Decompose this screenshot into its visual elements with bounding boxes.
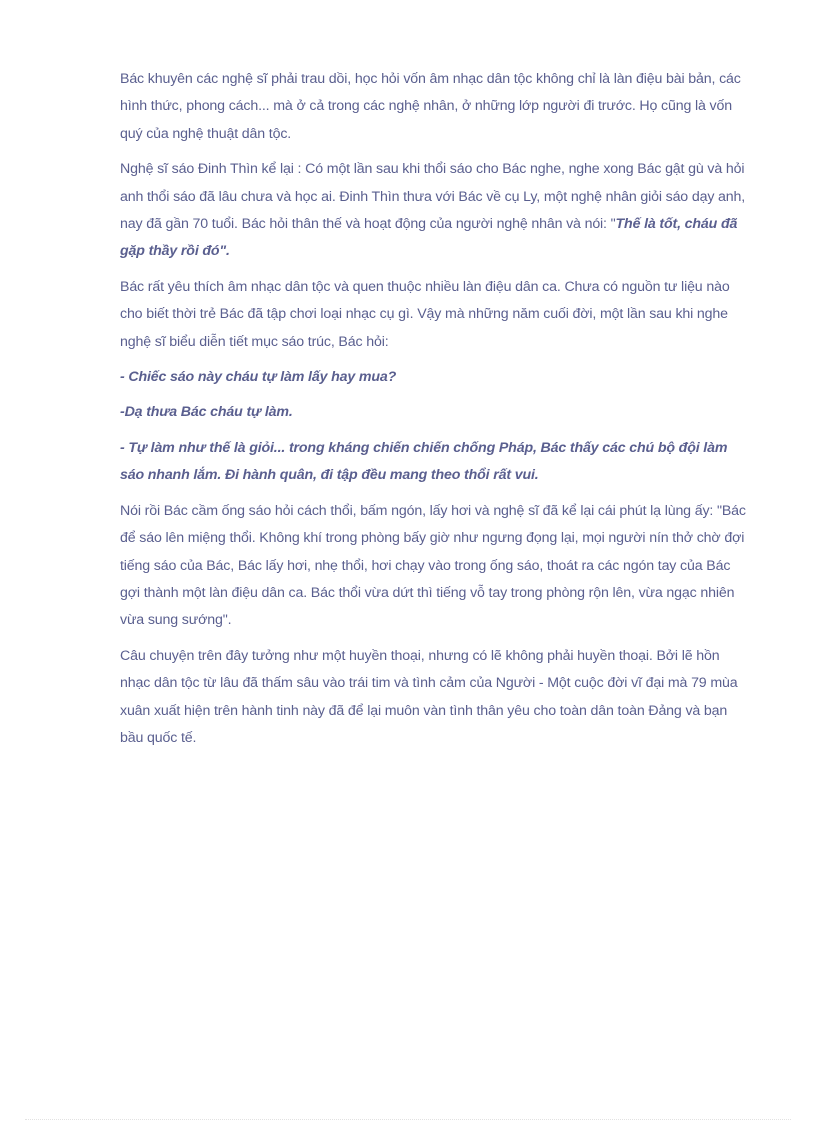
dialogue-line-question: - Chiếc sáo này cháu tự làm lấy hay mua? [120, 369, 397, 386]
uncle-ho-quote: Thế là tốt, cháu đã gặp thầy rồi đó". [120, 216, 738, 260]
paragraph-dinh-thin-story [120, 156, 750, 266]
paragraph-love-of-music: Bác rất yêu thích âm nhạc dân tộc và quen thuộc nhiều làn điệu dân ca. Chưa có nguồn tư liệu nào cho biết thời trẻ Bác đã tập chơi loại nhạc cụ gì. Vậy mà những năm cuối đời, một lần sau khi nghe nghệ sĩ biểu diễn tiết mục sáo trúc, Bác hỏi: [120, 278, 730, 350]
paragraph-flute-moment: Nói rồi Bác cầm ống sáo hỏi cách thổi, bấm ngón, lấy hơi và nghệ sĩ đã kể lại cái phút lạ lùng ấy: "Bác để sáo lên miệng thổi. Không khí trong phòng bấy giờ như ngưng đọng lại, mọi người nín thở chờ đợi tiếng sáo của Bác, Bác lấy hơi, nhẹ thổi, hơi chạy vào trong ống sáo, thoát ra các ngón tay của Bác gợi thành một làn điệu dân ca. Bác thổi vừa dứt thì tiếng vỗ tay trong phòng rộn lên, vừa ngạc nhiên vừa sung sướng". [120, 502, 746, 629]
story-text: Nghệ sĩ sáo Đinh Thìn kể lại : Có một lần sau khi thổi sáo cho Bác nghe, nghe xong Bác gật gù và hỏi anh thổi sáo đã lâu chưa và học ai. Đinh Thìn thưa với Bác về cụ Ly, một nghệ nhân giỏi sáo dạy anh, nay đã gần 70 tuổi. Bác hỏi thân thế và hoạt động của người nghệ nhân và nói: " [120, 161, 746, 233]
paragraph-advice: Bác khuyên các nghệ sĩ phải trau dồi, học hỏi vốn âm nhạc dân tộc không chỉ là làn điệu bài bản, các hình thức, phong cách... mà ở cả trong các nghệ nhân, ở những lớp người đi trước. Họ cũng là vốn quý của nghệ thuật dân tộc. [120, 71, 741, 142]
document-page [120, 66, 750, 760]
dialogue-line-answer: -Dạ thưa Bác cháu tự làm. [120, 404, 293, 421]
page-bottom-divider [25, 1119, 791, 1120]
dialogue-line-praise: - Tự làm như thế là giỏi... trong kháng chiến chiến chống Pháp, Bác thấy các chú bộ đội làm sáo nhanh lắm. Đi hành quân, đi tập đều mang theo thổi rất vui. [120, 439, 728, 484]
paragraph-conclusion: Câu chuyện trên đây tưởng như một huyền thoại, nhưng có lẽ không phải huyền thoại. Bởi lẽ hồn nhạc dân tộc từ lâu đã thấm sâu vào trái tim và tình cảm của Người - Một cuộc đời vĩ đại mà 79 mùa xuân xuất hiện trên hành tinh này đã để lại muôn vàn tình thân yêu cho toàn dân toàn Đảng và bạn bầu quốc tế. [120, 647, 738, 746]
